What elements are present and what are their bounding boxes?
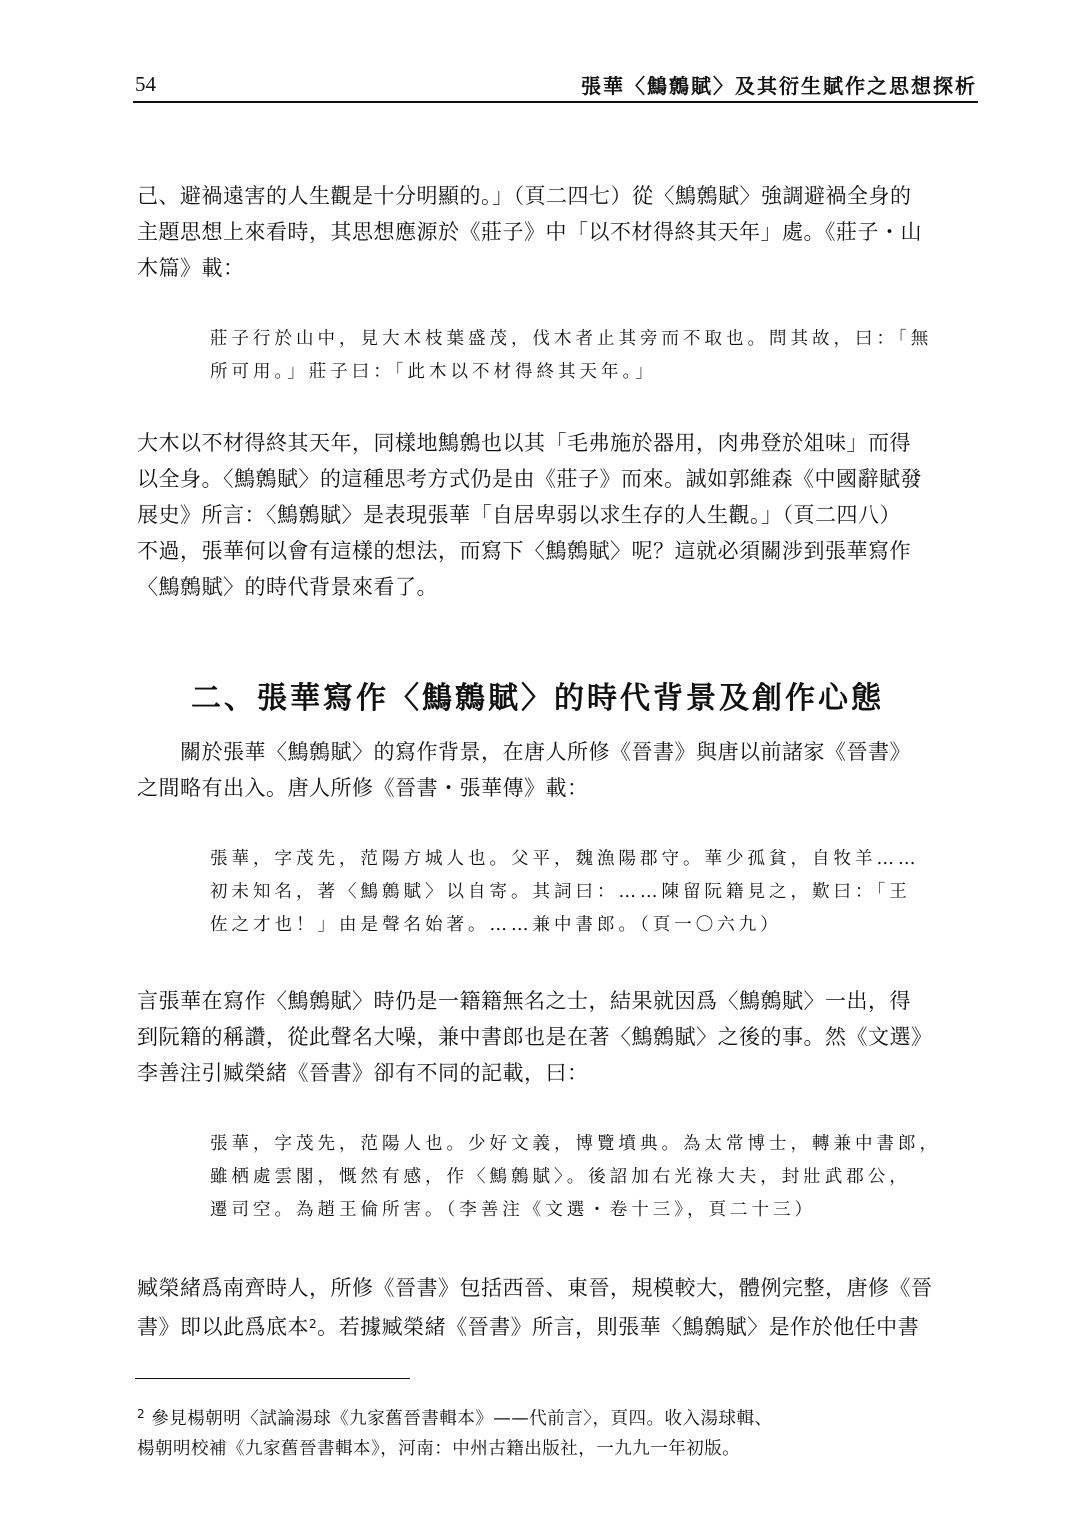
text-line: 臧榮緒爲南齊時人，所修《晉書》包括西晉、東晉，規模較大，體例完整，唐修《晉	[137, 1276, 933, 1300]
footnote	[137, 1399, 975, 1464]
footnote-text: 參見楊朝明〈試論湯球《九家舊晉書輯本》——代前言〉，頁四。收入湯球輯、	[151, 1409, 773, 1429]
quote-line: 初未知名，著〈鷦鷯賦〉以自寄。其詞曰：……陳留阮籍見之，歎曰：「王	[210, 882, 911, 902]
quote-line: 張華，字茂先，范陽人也。少好文義，博覽墳典。為太常博士，轉兼中書郎，	[210, 1134, 941, 1154]
paragraph-3	[137, 734, 975, 806]
paragraph-2	[137, 425, 975, 605]
quote-line: 雖栖處雲閣，慨然有感，作〈鷦鷯賦〉。後詔加右光祿大夫，封壯武郡公，	[210, 1167, 911, 1187]
block-quote-jinshu	[210, 843, 975, 942]
quote-line: 所可用。」莊子曰：「此木以不材得終其天年。」	[210, 362, 657, 382]
text-line: 展史》所言：〈鷦鷯賦〉是表現張華「自居卑弱以求生存的人生觀。」（頁二四八）	[137, 503, 901, 527]
text-segment: 。若據臧榮緒《晉書》所言，則張華〈鷦鷯賦〉是作於他任中書	[317, 1315, 920, 1339]
header-rule	[133, 101, 978, 103]
text-line: 關於張華〈鷦鷯賦〉的寫作背景，在唐人所修《晉書》與唐以前諸家《晉書》	[137, 740, 911, 764]
paragraph-5	[137, 1270, 975, 1345]
text-line: 言張華在寫作〈鷦鷯賦〉時仍是一籍籍無名之士，結果就因爲〈鷦鷯賦〉一出，得	[137, 989, 911, 1013]
text-line: 之間略有出入。唐人所修《晉書・張華傳》載：	[137, 776, 589, 800]
footnote-marker: 2	[137, 1407, 146, 1421]
footnote-line: 楊朝明校補《九家舊晉書輯本》，河南：中州古籍出版社，一九九一年初版。	[137, 1439, 741, 1459]
text-line: 以全身。〈鷦鷯賦〉的這種思考方式仍是由《莊子》而來。誠如郭維森《中國辭賦發	[137, 467, 922, 491]
text-line: 不過，張華何以會有這樣的想法，而寫下〈鷦鷯賦〉呢？這就必須關涉到張華寫作	[137, 539, 911, 563]
text-line: 主題思想上來看時，其思想應源於《莊子》中「以不材得終其天年」處。《莊子・山	[137, 220, 922, 244]
text-line	[137, 1306, 975, 1345]
footnote-reference[interactable]: 2	[309, 1317, 318, 1331]
block-quote-wenxuan	[210, 1128, 975, 1227]
text-line: 己、避禍遠害的人生觀是十分明顯的。」（頁二四七）從〈鷦鷯賦〉強調避禍全身的	[137, 184, 912, 208]
quote-line: 佐之才也！」由是聲名始著。……兼中書郎。（頁一〇六九）	[210, 915, 782, 935]
text-line: 木篇》載：	[137, 256, 245, 280]
paragraph-4	[137, 983, 975, 1091]
quote-line: 莊子行於山中，見大木枝葉盛茂，伐木者止其旁而不取也。問其故，曰：「無	[210, 329, 933, 349]
footnote-rule	[135, 1378, 410, 1379]
quote-line: 遷司空。為趙王倫所害。（李善注《文選・卷十三》，頁二十三）	[210, 1200, 816, 1220]
paragraph-1	[137, 178, 975, 286]
text-line: 到阮籍的稱讚，從此聲名大噪，兼中書郎也是在著〈鷦鷯賦〉之後的事。然《文選》	[137, 1025, 933, 1049]
block-quote-zhuangzi	[210, 323, 975, 389]
footnote-line	[137, 1399, 975, 1434]
section-heading: 二、張華寫作〈鷦鷯賦〉的時代背景及創作心態	[191, 681, 884, 716]
quote-line: 張華，字茂先，范陽方城人也。父平，魏漁陽郡守。華少孤貧，自牧羊……	[210, 849, 920, 869]
text-line: 李善注引臧榮緒《晉書》卻有不同的記載，曰：	[137, 1061, 589, 1085]
page-number: 54	[135, 72, 156, 96]
text-segment: 書》即以此爲底本	[137, 1315, 309, 1339]
text-line: 〈鷦鷯賦〉的時代背景來看了。	[137, 575, 438, 599]
running-title: 張華〈鷦鷯賦〉及其衍生賦作之思想探析	[581, 74, 977, 98]
text-line: 大木以不材得終其天年，同樣地鷦鷯也以其「毛弗施於器用，肉弗登於俎味」而得	[137, 431, 911, 455]
